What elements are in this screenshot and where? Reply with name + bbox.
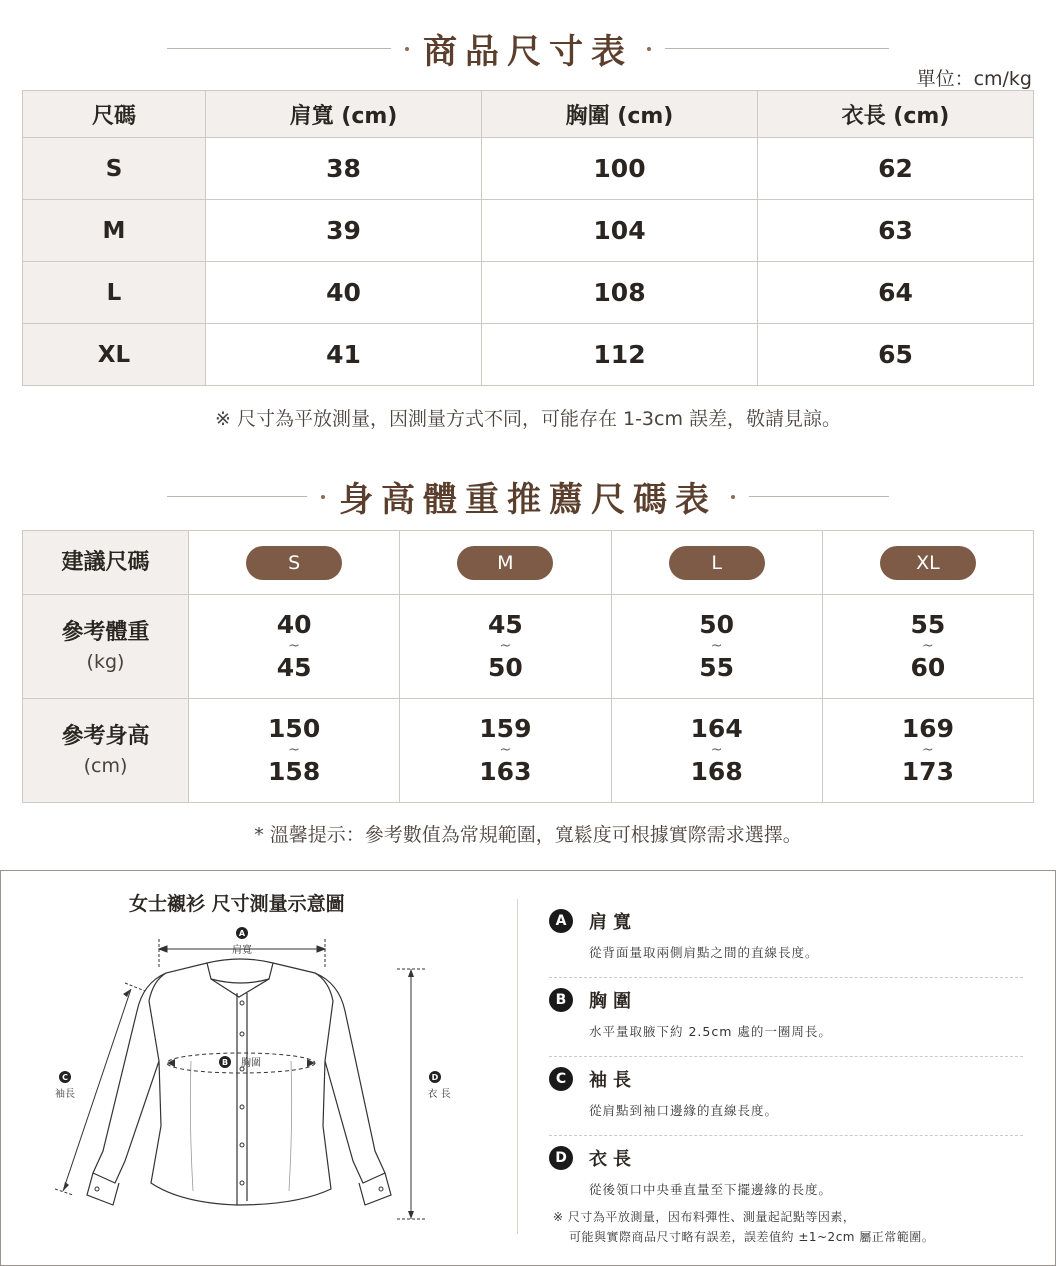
length-cell: 62 xyxy=(758,138,1034,200)
recommend-chart-note: * 溫馨提示：參考數值為常規範圍，寬鬆度可根據實際需求選擇。 xyxy=(254,824,802,846)
range-max: 55 xyxy=(699,652,735,682)
size-table xyxy=(22,90,1034,386)
diagram-title: 女士襯衫 尺寸測量示意圖 xyxy=(129,893,345,915)
measurement-diagram xyxy=(0,870,1056,1266)
shirt-button xyxy=(240,1105,244,1109)
size-cell: S xyxy=(23,138,206,200)
size-pill: L xyxy=(669,546,765,580)
size-cell: XL xyxy=(23,324,206,386)
definition-desc: 從後領口中央垂直量至下擺邊緣的長度。 xyxy=(589,1182,833,1197)
range-min: 169 xyxy=(901,713,954,743)
sleeve-arrow-bottom xyxy=(63,1182,69,1191)
footnote-line2: 可能與實際商品尺寸略有誤差，誤差值約 ±1~2cm 屬正常範圍。 xyxy=(569,1230,935,1245)
size-chart-title-text: 商品尺寸表 xyxy=(423,32,633,72)
range-tilde: ~ xyxy=(288,638,300,655)
shirt-button xyxy=(240,1143,244,1147)
height-cell xyxy=(822,699,1033,803)
badge-d-letter: D xyxy=(431,1073,439,1082)
recommend-table xyxy=(22,530,1034,803)
height-unit: (cm) xyxy=(83,754,128,777)
weight-label: 參考體重 xyxy=(61,619,150,645)
shirt-button xyxy=(240,1032,244,1036)
range-max: 60 xyxy=(910,652,946,682)
badge-a-letter: A xyxy=(238,929,246,938)
left-dart xyxy=(190,1061,193,1191)
size-row-label: 建議尺碼 xyxy=(23,531,189,595)
shoulder-cell: 40 xyxy=(206,262,482,324)
weight-cell xyxy=(611,595,822,699)
badge-c-letter: C xyxy=(62,1073,68,1082)
cuff-button xyxy=(95,1187,99,1191)
range-max: 50 xyxy=(487,652,523,682)
badge-a-icon: A xyxy=(549,909,573,933)
length-arrow-bottom xyxy=(408,1211,414,1219)
badge-b-icon: B xyxy=(549,988,573,1012)
range-min: 50 xyxy=(699,609,735,639)
size-pill: XL xyxy=(880,546,976,580)
size-table-header xyxy=(23,91,1034,138)
table-row xyxy=(23,262,1034,324)
range-min: 159 xyxy=(479,713,532,743)
definition-chest xyxy=(549,982,1023,1057)
shirt-collar xyxy=(207,959,273,997)
shirt-button xyxy=(240,1001,244,1005)
definition-label: 胸圍 xyxy=(589,991,637,1012)
header-cell: 尺碼 xyxy=(23,91,206,138)
range-tilde: ~ xyxy=(710,638,723,655)
range-max: 168 xyxy=(690,756,743,786)
size-chart-title xyxy=(0,24,1056,73)
range-min: 55 xyxy=(910,609,946,639)
range-min: 164 xyxy=(690,713,743,743)
weight-row-label xyxy=(23,595,189,699)
shoulder-cell: 39 xyxy=(206,200,482,262)
range-min: 150 xyxy=(268,713,321,743)
title-dot xyxy=(731,495,735,499)
definition-list xyxy=(549,903,1023,1219)
weight-cell xyxy=(189,595,400,699)
recommend-chart-title xyxy=(0,472,1056,521)
definition-length xyxy=(549,1140,1023,1215)
size-cell: L xyxy=(23,262,206,324)
definition-desc: 從肩點到袖口邊緣的直線長度。 xyxy=(589,1103,779,1118)
chest-cell: 112 xyxy=(482,324,758,386)
range-tilde: ~ xyxy=(499,742,512,759)
shirt-collar-stand xyxy=(211,979,269,983)
footnote-line1: ※ 尺寸為平放測量，因布料彈性、測量起記點等因素， xyxy=(553,1210,856,1224)
size-pill-cell xyxy=(611,531,822,595)
header-cell: 衣長 (cm) xyxy=(758,91,1034,138)
sleeve-tick-top xyxy=(125,983,145,991)
range-tilde: ~ xyxy=(710,742,723,759)
recommend-chart-title-text: 身高體重推薦尺碼表 xyxy=(339,480,717,520)
length-cell: 63 xyxy=(758,200,1034,262)
size-row xyxy=(23,531,1034,595)
definition-desc: 從背面量取兩側肩點之間的直線長度。 xyxy=(589,945,819,960)
size-pill-cell xyxy=(822,531,1033,595)
size-pill-cell xyxy=(189,531,400,595)
chest-cell: 104 xyxy=(482,200,758,262)
badge-b-letter: B xyxy=(221,1058,229,1067)
range-tilde: ~ xyxy=(499,638,512,655)
title-dot xyxy=(321,495,325,499)
range-tilde: ~ xyxy=(288,742,300,759)
right-dart xyxy=(289,1061,292,1191)
shirt-button xyxy=(240,1181,244,1185)
table-row xyxy=(23,324,1034,386)
diagram-divider xyxy=(517,899,518,1234)
size-cell: M xyxy=(23,200,206,262)
title-line-right xyxy=(665,48,889,49)
range-min: 45 xyxy=(487,609,523,639)
weight-cell xyxy=(822,595,1033,699)
height-cell xyxy=(611,699,822,803)
definition-label: 衣長 xyxy=(589,1149,637,1170)
title-line-left xyxy=(167,48,391,49)
right-sleeve xyxy=(315,973,385,1183)
length-label: 衣 長 xyxy=(427,1089,451,1100)
height-cell xyxy=(400,699,611,803)
table-row xyxy=(23,138,1034,200)
weight-row xyxy=(23,595,1034,699)
chest-cell: 108 xyxy=(482,262,758,324)
shoulder-arrow-left xyxy=(159,946,167,952)
header-cell: 胸圍 (cm) xyxy=(482,91,758,138)
definition-desc: 水平量取腋下約 2.5cm 處的一圈周長。 xyxy=(589,1024,832,1039)
title-dot xyxy=(405,47,409,51)
size-pill: M xyxy=(457,546,553,580)
badge-c-icon: C xyxy=(549,1067,573,1091)
range-max: 173 xyxy=(901,756,954,786)
shoulder-cell: 41 xyxy=(206,324,482,386)
title-dot xyxy=(647,47,651,51)
length-cell: 65 xyxy=(758,324,1034,386)
weight-cell xyxy=(400,595,611,699)
table-row xyxy=(23,200,1034,262)
definition-label: 肩寬 xyxy=(589,912,637,933)
range-max: 45 xyxy=(276,652,312,682)
cuff-button xyxy=(379,1187,383,1191)
size-pill: S xyxy=(246,546,342,580)
range-max: 163 xyxy=(479,756,532,786)
range-tilde: ~ xyxy=(922,742,934,759)
height-cell xyxy=(189,699,400,803)
shoulder-label: 肩寬 xyxy=(232,945,252,956)
chest-label: 胸圍 xyxy=(241,1058,261,1069)
range-min: 40 xyxy=(276,609,312,639)
header-cell: 肩寬 (cm) xyxy=(206,91,482,138)
title-line-right xyxy=(749,496,889,497)
height-row xyxy=(23,699,1034,803)
length-arrow-top xyxy=(408,969,414,977)
unit-label: 單位：cm/kg xyxy=(916,68,1032,90)
title-line-left xyxy=(167,496,307,497)
length-cell: 64 xyxy=(758,262,1034,324)
range-max: 158 xyxy=(268,756,321,786)
height-row-label xyxy=(23,699,189,803)
size-chart-note: ※ 尺寸為平放測量，因測量方式不同，可能存在 1-3cm 誤差，敬請見諒。 xyxy=(214,408,842,430)
weight-unit: (kg) xyxy=(86,650,125,673)
definition-shoulder xyxy=(549,903,1023,978)
size-pill-cell xyxy=(400,531,611,595)
shoulder-arrow-right xyxy=(317,946,325,952)
shirt-illustration xyxy=(41,921,461,1251)
height-label: 參考身高 xyxy=(61,723,150,749)
left-sleeve xyxy=(93,973,166,1183)
definition-label: 袖長 xyxy=(589,1070,637,1091)
definition-sleeve xyxy=(549,1061,1023,1136)
diagram-footnote xyxy=(553,1207,934,1248)
sleeve-label: 袖長 xyxy=(55,1089,75,1100)
shoulder-cell: 38 xyxy=(206,138,482,200)
shirt-body-outline xyxy=(149,963,333,1205)
chest-arrow-right xyxy=(307,1059,315,1067)
range-tilde: ~ xyxy=(922,638,934,655)
badge-d-icon: D xyxy=(549,1146,573,1170)
chest-cell: 100 xyxy=(482,138,758,200)
